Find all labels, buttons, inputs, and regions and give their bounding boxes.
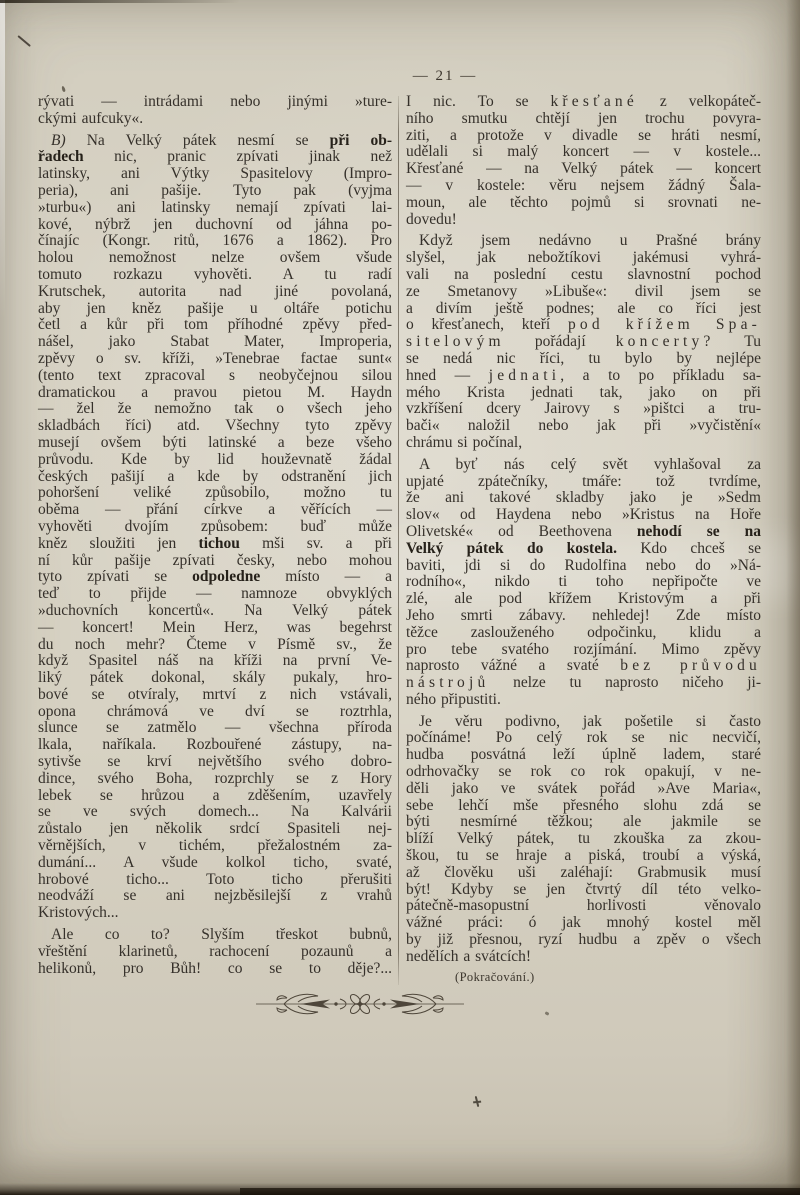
text-line: [406, 317, 761, 334]
paragraph: [406, 233, 761, 451]
ink-speck: [475, 1096, 480, 1107]
text-line: hudba posvátná leží úplně ladem, staré: [406, 746, 761, 764]
text-line: hrobové ticho... Toto ticho přerušiti: [38, 870, 392, 888]
ink-speck: [61, 86, 66, 93]
text-line: ného připustiti.: [406, 690, 501, 708]
text-segment: B): [51, 131, 66, 149]
text-line: vážné práci: ó jak mnohý kostel měl: [406, 914, 761, 932]
paragraph: [406, 714, 761, 966]
text-line: aby jen kněz pašije u oltáře potichu: [38, 299, 392, 317]
text-segment: bez průvodu: [620, 657, 761, 675]
text-line: pro tebe svatého rozjímání. Mimo zpěvy: [406, 640, 761, 658]
text-line: těžce zaslouženého odpočinku, klidu a: [406, 623, 761, 641]
text-line: — v kostele: věru nejsem žádný Šala-: [406, 176, 761, 194]
paragraph: [38, 927, 392, 977]
text-line: se nedá nic říci, tu bylo by nejlépe: [406, 349, 761, 367]
text-line: ckými aufcuky«.: [38, 109, 144, 127]
text-segment: naprosto vážné a svaté: [406, 657, 621, 675]
paragraph: [38, 133, 392, 922]
text-segment: o křesťanech, kteří: [406, 316, 568, 334]
text-segment: nástrojů: [406, 674, 490, 692]
page-edge-shadow-right: [786, 0, 800, 1195]
paragraph: [406, 457, 761, 709]
text-segment: koncerty?: [615, 333, 715, 351]
text-line: slyšel, jak nebožtíkovi jakémusi vyhrá-: [406, 249, 761, 267]
text-line: zůstalo jen několik srdcí Spasiteli nej-: [38, 820, 392, 838]
text-line: [406, 368, 761, 385]
text-line: teď to přijde — namnoze obvyklých: [38, 585, 392, 603]
text-line: Je věru podivno, jak pošetile si často: [419, 712, 761, 730]
text-line: bové se otvíraly, mrtví z nich vstávali,: [38, 685, 392, 703]
text-line: pátečně-masopustní horlivosti věnovalo: [406, 897, 761, 915]
continuation-note: (Pokračování.): [455, 969, 535, 984]
text-line: dince, svého Boha, rozprchly se z Hory: [38, 769, 392, 787]
text-line: slov« od Haydena nebo »Kristus na Hoře: [406, 506, 761, 524]
text-line: opona chrámová ve dví se roztrhla,: [38, 702, 392, 720]
page-edge-highlight: [0, 0, 5, 320]
text-line: lkala, naříkala. Rozbouřené zástupy, na-: [38, 736, 392, 754]
text-line: ního smutku chtějí jen trochu povyra-: [406, 109, 761, 127]
text-line: věrnějších, v tichém, přežalostném za-: [38, 837, 392, 855]
text-segment: sitelovým: [406, 333, 505, 351]
text-line: skladbách říci) atd. Všechny tyto zpěvy: [38, 417, 392, 435]
text-line: pohoršení veliké způsobilo, možno tu: [38, 484, 392, 502]
text-segment: , a to po příkladu sa-: [560, 366, 761, 384]
paragraph: [38, 94, 392, 128]
text-line: ní kůr pašije zpívati česky, nebo mohou: [38, 551, 392, 569]
page-edge-shadow-bottom-dark: [240, 1188, 800, 1195]
text-line: ziti, a protože v divadle se hráti nesmí,: [406, 126, 761, 144]
column-right-paragraphs: [406, 94, 761, 966]
text-segment: nelze tu naprosto ničeho ji-: [489, 674, 761, 692]
text-segment: I nic. To se: [406, 93, 551, 110]
text-line: bači« naložil nebo jak při »vyčistění«: [406, 417, 761, 435]
text-line: — koncert! Mein Herz, was begehrst: [38, 618, 392, 636]
text-line: sytivše se krví největšího svého dobro-: [38, 753, 392, 771]
text-line: vali na poslední cestu slavnostní pochod: [406, 265, 761, 283]
text-line: liký pátek dokonal, skály pukaly, hro-: [38, 669, 392, 687]
text-line: neodváží se ani nejzběsilejší z vrahů: [38, 887, 392, 905]
text-line: helikonů, pro Bůh! co se to děje?...: [38, 959, 392, 977]
text-line: slunce se zatmělo — všechna příroda: [38, 719, 392, 737]
text-line: četl a kůr při tom příhodné zpěvy před-: [38, 316, 392, 334]
text-segment: místo — a: [260, 568, 392, 586]
text-segment: z velkopáteč-: [637, 93, 761, 110]
text-line: du noch mehr? Čteme v Písmě sv., že: [38, 635, 392, 653]
text-line: latinsky, ani Výtky Spasitelovy (Impro-: [38, 165, 392, 183]
text-line: chrámu si počínal,: [406, 433, 523, 451]
text-line: [406, 524, 761, 541]
text-line: [38, 569, 392, 586]
text-segment: křesťané: [550, 93, 638, 110]
text-line: peria), ani pašije. Tyto pak (vyjma: [38, 181, 392, 199]
text-line: počínáme! Po celý rok se nic necvičí,: [406, 729, 761, 747]
text-line: Kristových...: [38, 904, 119, 922]
text-line: rodního«, nikdo ti toho nepřipočte ve: [406, 573, 761, 591]
text-line: vyhověti dvojím způsobem: buď může: [38, 517, 392, 535]
column-left: [38, 94, 392, 985]
text-line: [406, 334, 761, 351]
ink-speck: [545, 1011, 550, 1016]
text-line: Ale co to? Slyším třeskot bubnů,: [51, 926, 392, 944]
text-line: holou nemožnost nelze ovšem všude: [38, 249, 392, 267]
page-number: — 21 —: [412, 68, 478, 84]
text-line: a divím ještě podnes; ale co říci jest: [406, 299, 761, 317]
text-line: tomuto rozkazu vyhověti. A tu radí: [38, 265, 392, 283]
text-block: [38, 94, 761, 985]
text-line: baviti, jdi si do Rudolfina nebo do »Ná-: [406, 556, 761, 574]
text-line: průvodu. Kde by lid houževnatě žádal: [38, 450, 392, 468]
text-line: kové, nýbrž jen duchovní od jáhna po-: [38, 215, 392, 233]
ornament-divider: [254, 986, 466, 1027]
floral-rule-icon: [254, 986, 466, 1022]
text-line: »turbu«) ani latinsky nemají zpívati lai-: [38, 198, 392, 216]
text-line: čínajíc (Kongr. ritů, 1676 a 1862). Pro: [38, 232, 392, 250]
text-line: českých pašijí a kde by odstranění jich: [38, 467, 392, 485]
text-line: být! Kdyby se jen čtvrtý díl této velko-: [406, 880, 761, 898]
text-line: když Spasitel náš na kříži na první Ve-: [38, 652, 392, 670]
text-line: [406, 541, 761, 558]
text-line: Jeho smrti zábavy. nehledej! Zde místo: [406, 606, 761, 624]
column-left-paragraphs: [38, 94, 392, 977]
text-segment: pořádají: [504, 333, 616, 351]
text-line: odrhovačky se rok co rok opakují, v ne-: [406, 763, 761, 781]
text-line: moun, ale těchto pojmů si srovnati ne-: [406, 193, 761, 211]
text-line: rývati — intrádami nebo jinými »ture-: [38, 93, 392, 110]
text-line: zpěvy o sv. kříži, »Tenebrae factae sunt«: [38, 349, 392, 367]
text-segment: řadech: [38, 148, 84, 166]
text-line: [406, 94, 761, 111]
text-line: upjaté zpátečníky, tmáře: tož tvrdíme,: [406, 472, 761, 490]
text-segment: nehodí se na: [636, 522, 761, 540]
column-right: [406, 94, 761, 985]
text-line: dramatickou a pravou pietou M. Haydn: [38, 383, 392, 401]
text-line: sebe lehčí mše přesného slohu zdá se: [406, 796, 761, 814]
text-line: [38, 536, 392, 553]
text-line: Krutschek, autorita nad jiné povolaná,: [38, 282, 392, 300]
text-line: býti nesmírné těžkou; ale jakmile se: [406, 813, 761, 831]
text-line: »duchovních koncertů«. Na Velký pátek: [38, 601, 392, 619]
text-line: mého Krista jednati tak, jako on při: [406, 383, 761, 401]
text-line: se ve svých domech... Na Kalvárii: [38, 803, 392, 821]
text-line: zlé, ale pod křížem Kristovým a při: [406, 590, 761, 608]
text-line: nášel, jako Stabat Mater, Improperia,: [38, 333, 392, 351]
text-segment: Tu: [714, 333, 761, 351]
text-segment: mši sv. a při: [239, 534, 392, 552]
page-edge-shadow-top: [0, 0, 240, 3]
text-line: [38, 149, 392, 166]
text-line: [406, 658, 761, 675]
text-segment: kněz sloužiti jen: [38, 534, 199, 552]
text-line: oběma — přání církve a věřících —: [38, 501, 392, 519]
text-line: musejí ovšem býti latinské a beze všeho: [38, 433, 392, 451]
text-segment: při ob-: [329, 131, 392, 149]
paragraph: [406, 94, 761, 228]
text-segment: Velký pátek do kostela.: [406, 539, 618, 557]
text-line: udělali si malý koncert — v kostele...: [406, 143, 761, 161]
text-line: že ani takové skladby jako je »Sedm: [406, 489, 761, 507]
text-line: [38, 133, 392, 150]
text-line: dovedu!: [406, 210, 457, 228]
text-line: vzkříšení dcery Jairovy s »pištci a tru-: [406, 400, 761, 418]
text-segment: Kdo chceš se: [617, 539, 762, 557]
text-segment: nic, pranic zpívati jinak než: [83, 148, 392, 166]
ink-speck: [17, 35, 31, 47]
text-line: nedělích a svátcích!: [406, 947, 532, 965]
text-segment: pod křížem Spa-: [567, 316, 761, 334]
text-line: děli jako ve svátek pořád »Ave Maria«,: [406, 779, 761, 797]
column-divider-rule: [398, 96, 399, 985]
text-segment: tichou: [198, 534, 240, 552]
text-line: Křesťané — na Velký pátek — koncert: [406, 160, 761, 178]
text-line: — žel že nemožno tak o všech jeho: [38, 400, 392, 418]
text-segment: Olivetské« od Beethovena: [406, 522, 637, 540]
text-line: škou, tu se hraje a piská, troubí a výská,: [406, 847, 761, 865]
text-line: A byť nás celý svět vyhlašoval za: [419, 455, 761, 473]
text-segment: tyto zpívati se: [38, 568, 193, 586]
text-segment: Na Velký pátek nesmí se: [65, 131, 330, 149]
text-segment: hned —: [406, 366, 489, 384]
text-segment: odpoledne: [192, 568, 261, 586]
text-line: blíží Velký pátek, tu zkouška za zkou-: [406, 830, 761, 848]
text-line: by již přesnou, ryzí hudbu a zpěv o všech: [406, 931, 761, 949]
text-line: (tento text zpracoval s neobyčejnou silou: [38, 366, 392, 384]
text-line: vřeštění klarinetů, rachocení pozaunů a: [38, 942, 392, 960]
text-line: [406, 675, 761, 692]
text-line: Když jsem nedávno u Prašné brány: [419, 232, 761, 250]
text-line: až člověku uši zaléhají: Grabmusik musí: [406, 863, 761, 881]
text-segment: jednati: [488, 366, 561, 384]
text-line: dumání... A všude kolkol ticho, svaté,: [38, 853, 392, 871]
text-line: ze Smetanovy »Libuše«: divil jsem se: [406, 282, 761, 300]
text-line: lebek se hrůzou a zděšením, uzavřely: [38, 786, 392, 804]
